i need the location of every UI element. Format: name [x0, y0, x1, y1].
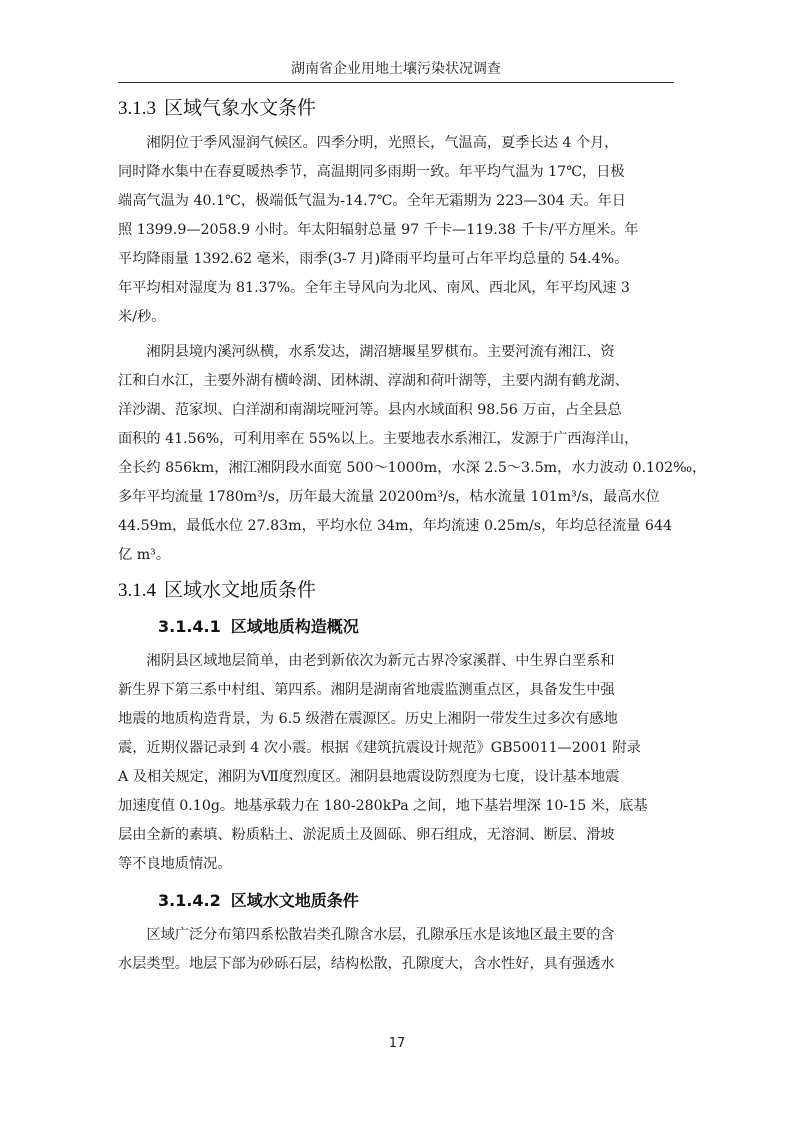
section-title: 区域水文地质条件: [164, 579, 317, 601]
section-heading-3-1-3: [118, 94, 674, 123]
paragraph-line: 多年平均流量 1780m³/s，历年最大流量 20200m³/s，枯水流量 101m³/s，最高水位: [118, 489, 660, 505]
section-title: 区域气象水文条件: [164, 97, 317, 119]
paragraph-line: 湘阴县区域地层简单，由老到新依次为新元古界冷家溪群、中生界白垩系和: [146, 653, 615, 669]
paragraph-line: 区域广泛分布第四系松散岩类孔隙含水层，孔隙承压水是该地区最主要的含: [146, 927, 615, 943]
paragraph-line: 面积的 41.56%，可利用率在 55%以上。主要地表水系湘江，发源于广西海洋山，: [118, 431, 639, 447]
paragraph-line: 层由全新的素填、粉质粘土、淤泥质土及圆砾、卵石组成，无溶洞、断层、滑坡: [118, 827, 615, 843]
paragraph-hydrology: [118, 338, 707, 570]
page-number: 17: [388, 1036, 406, 1051]
paragraph-geology: [118, 647, 674, 879]
paragraph-line: 全长约 856km，湘江湘阴段水面宽 500～1000m，水深 2.5～3.5m，水力波动 0.102‰，: [118, 460, 707, 476]
paragraph-line: 44.59m，最低水位 27.83m，平均水位 34m，年均流速 0.25m/s，年均总径流量 644: [118, 518, 672, 534]
section-number: 3.1.4: [118, 580, 156, 601]
section-number: 3.1.3: [118, 98, 156, 119]
paragraph-line: 震，近期仪器记录到 4 次小震。根据《建筑抗震设计规范》GB50011—2001 附录: [118, 740, 641, 756]
paragraph-line: 年平均相对湿度为 81.37%。全年主导风向为北风、南风、西北风，年平均风速 3: [118, 280, 630, 296]
paragraph-line: 洋沙湖、范家坝、白洋湖和南湖垸哑河等。县内水域面积 98.56 万亩，占全县总: [118, 402, 622, 418]
paragraph-line: 同时降水集中在春夏暖热季节，高温期同多雨期一致。年平均气温为 17℃，日极: [118, 164, 625, 180]
paragraph-line: 新生界下第三系中村组、第四系。湘阴是湖南省地震监测重点区，具备发生中强: [118, 682, 615, 698]
running-header: 湖南省企业用地土壤污染状况调查: [118, 58, 674, 83]
paragraph-line: 加速度值 0.10g。地基承载力在 180-280kPa 之间，地下基岩埋深 10-15 米，底基: [118, 798, 648, 814]
header-divider: [118, 82, 674, 83]
paragraph-line: 照 1399.9—2058.9 小时。年太阳辐射总量 97 千卡—119.38 千卡/平方厘米。年: [118, 222, 639, 238]
paragraph-line: 米/秒。: [118, 309, 166, 325]
paragraph-line: 湘阴位于季风湿润气候区。四季分明，光照长，气温高，夏季长达 4 个月，: [146, 135, 619, 151]
paragraph-line: 湘阴县境内溪河纵横，水系发达，湖沼塘堰星罗棋布。主要河流有湘江、资: [146, 344, 615, 360]
subsection-number: 3.1.4.1: [158, 617, 221, 636]
paragraph-line: 地震的地质构造背景，为 6.5 级潜在震源区。历史上湘阴一带发生过多次有感地: [118, 711, 618, 727]
subsection-title: 区域水文地质条件: [230, 891, 359, 910]
paragraph-line: 水层类型。地层下部为砂砾石层，结构松散，孔隙度大，含水性好，具有强透水: [118, 956, 615, 972]
subsection-title: 区域地质构造概况: [230, 617, 359, 636]
paragraph-line: 端高气温为 40.1℃，极端低气温为-14.7℃。全年无霜期为 223—304 天。年日: [118, 193, 626, 209]
page-content: [118, 90, 707, 979]
paragraph-line: 等不良地质情况。: [118, 856, 232, 872]
subsection-number: 3.1.4.2: [158, 891, 221, 910]
paragraph-hydrogeology: [118, 921, 674, 979]
paragraph-climate: [118, 129, 674, 332]
paragraph-line: A 及相关规定，湘阴为Ⅶ度烈度区。湘阴县地震设防烈度为七度，设计基本地震: [118, 769, 620, 785]
subsection-heading-3-1-4-1: [118, 613, 674, 641]
section-heading-3-1-4: [118, 576, 674, 605]
paragraph-line: 平均降雨量 1392.62 毫米，雨季(3-7 月)降雨平均量可占年平均总量的 54.4%。: [118, 251, 629, 267]
subsection-heading-3-1-4-2: [118, 887, 674, 915]
paragraph-line: 亿 m³。: [118, 547, 171, 563]
paragraph-line: 江和白水江，主要外湖有横岭湖、团林湖、淳湖和荷叶湖等，主要内湖有鹤龙湖、: [118, 373, 629, 389]
